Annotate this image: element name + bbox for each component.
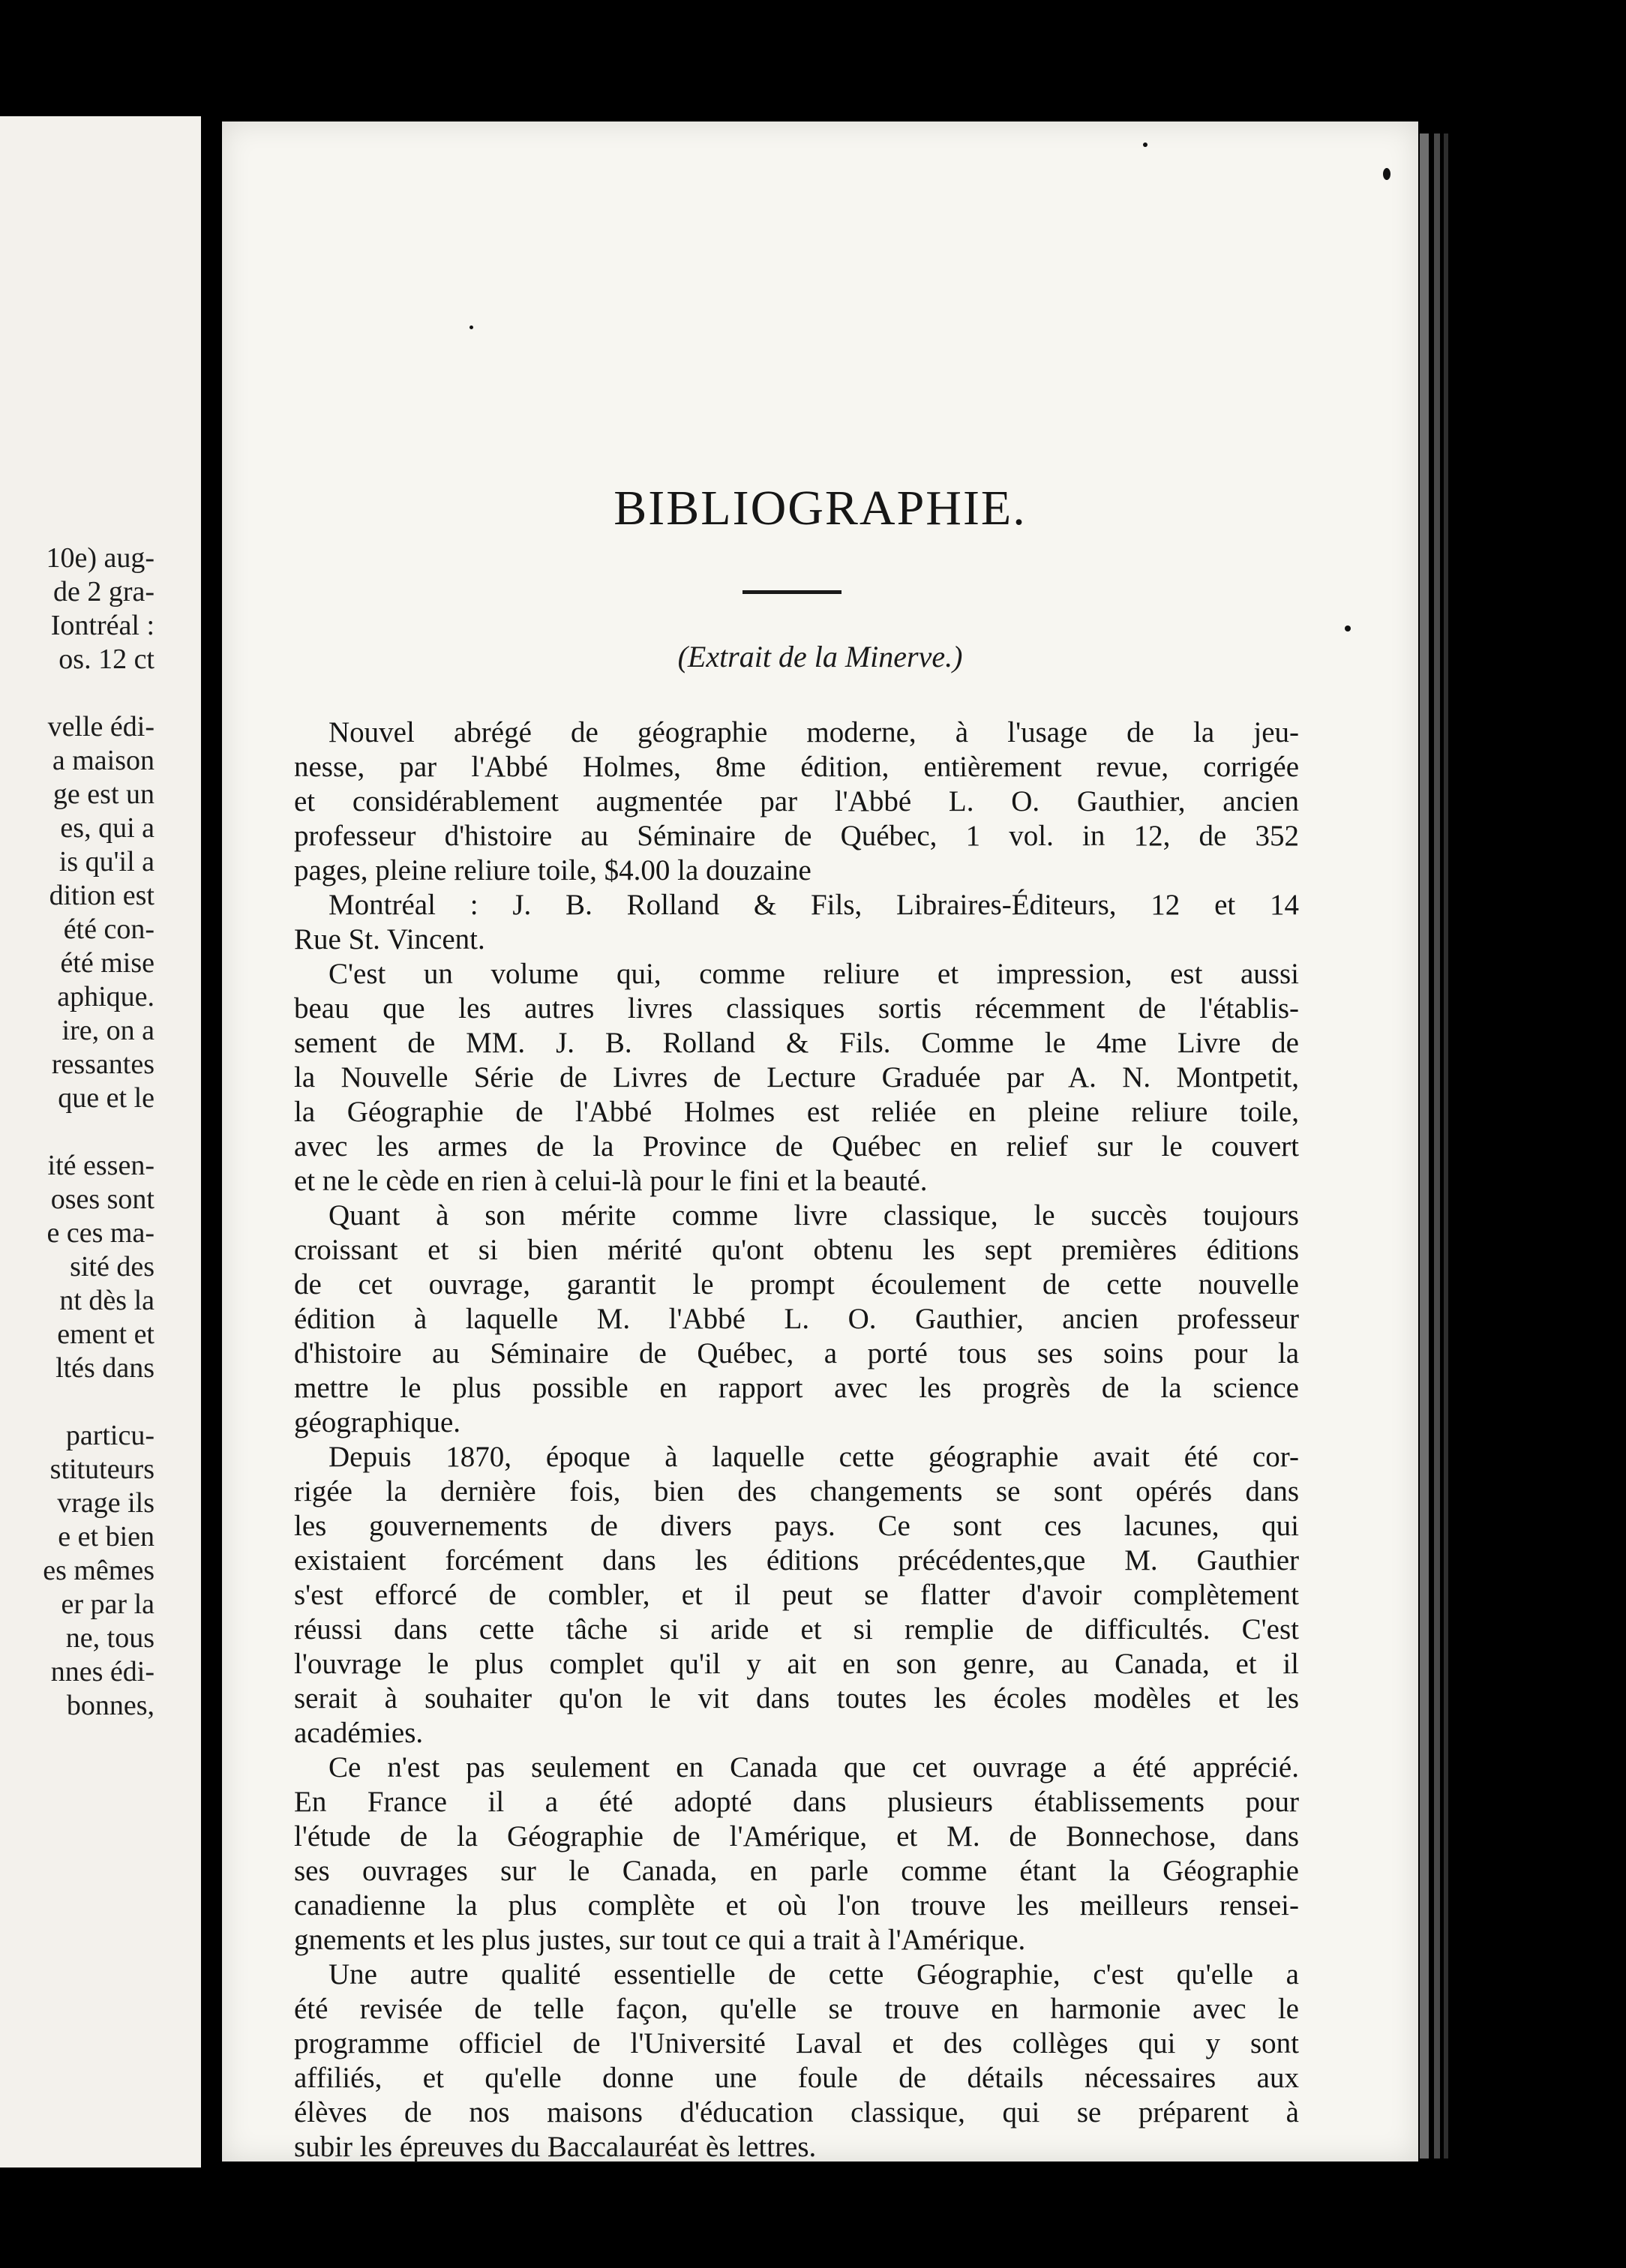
left-text-line: 10e) aug- (46, 542, 154, 574)
text-line: C'est un volume qui, comme reliure et impression, est aussi (328, 958, 1299, 990)
text-line: d'histoire au Séminaire de Québec, a porté tous ses soins pour la (294, 1337, 1299, 1370)
ink-speck (1143, 142, 1148, 147)
ink-speck (1345, 626, 1351, 632)
left-text-line: de 2 gra- (52, 576, 154, 608)
text-line: Rue St. Vincent. (294, 923, 485, 956)
text-line: gnements et les plus justes, sur tout ce qui a trait à l'Amérique. (294, 1924, 1026, 1956)
left-text-line: is qu'il a (58, 846, 154, 878)
text-line: Quant à son mérite comme livre classique, le succès toujours (328, 1199, 1299, 1232)
left-text-line: os. 12 ct (58, 644, 154, 675)
page-title: BIBLIOGRAPHIE. (614, 481, 1027, 536)
left-text-line: particu- (65, 1420, 154, 1451)
text-line: Ce n'est pas seulement en Canada que cet ouvrage a été apprécié. (328, 1751, 1299, 1784)
text-line: été revisée de telle façon, qu'elle se trouve en harmonie avec le (294, 1993, 1299, 2025)
left-text-line: sité des (70, 1251, 154, 1282)
text-line: la Géographie de l'Abbé Holmes est reliée en pleine reliure toile, (294, 1096, 1299, 1128)
text-line: Depuis 1870, époque à laquelle cette géographie avait été cor- (328, 1441, 1299, 1473)
left-text-line: été con- (63, 914, 154, 945)
text-line: la Nouvelle Série de Livres de Lecture Graduée par A. N. Montpetit, (294, 1061, 1299, 1094)
text-line: sement de MM. J. B. Rolland & Fils. Comme le 4me Livre de (294, 1027, 1299, 1059)
left-text-line: ire, on a (62, 1015, 154, 1046)
left-page-fragment (0, 116, 201, 2168)
text-line: affiliés, et qu'elle donne une foule de détails nécessaires aux (294, 2062, 1299, 2094)
text-line: subir les épreuves du Baccalauréat ès lettres. (294, 2131, 817, 2163)
text-line: avec les armes de la Province de Québec en relief sur le couvert (294, 1130, 1299, 1162)
left-text-line: aphique. (57, 981, 154, 1012)
left-text-line: stituteurs (50, 1454, 154, 1485)
text-line: ses ouvrages sur le Canada, en parle comme étant la Géographie (294, 1855, 1299, 1887)
left-text-line: a maison (52, 745, 154, 776)
left-text-line: vrage ils (57, 1487, 154, 1519)
page-edge (1434, 134, 1440, 2158)
left-text-line: e et bien (58, 1521, 154, 1552)
page-edge (1420, 134, 1429, 2158)
left-text-line: été mise (60, 947, 154, 979)
text-line: réussi dans cette tâche si aride et si remplie de difficultés. C'est (294, 1613, 1299, 1646)
left-text-line: nnes édi- (50, 1656, 154, 1688)
left-text-line: ement et (57, 1318, 154, 1350)
left-text-line: ge est un (52, 778, 154, 810)
left-text-line: Iontréal : (50, 610, 154, 641)
text-line: géographique. (294, 1406, 461, 1438)
left-text-line: e ces ma- (46, 1217, 154, 1249)
left-text-line: es mêmes (43, 1555, 154, 1586)
ink-speck (470, 326, 473, 329)
left-text-line: er par la (61, 1588, 154, 1620)
ink-speck (1383, 168, 1390, 180)
left-text-line: dition est (49, 880, 154, 911)
article-body (294, 716, 1299, 2164)
left-page-text (0, 542, 154, 1723)
text-line: Une autre qualité essentielle de cette Géographie, c'est qu'elle a (328, 1958, 1299, 1990)
text-line: de cet ouvrage, garantit le prompt écoulement de cette nouvelle (294, 1268, 1299, 1300)
text-line: En France il a été adopté dans plusieurs établissements pour (294, 1786, 1299, 1818)
text-line: programme officiel de l'Université Laval et des collèges qui y sont (294, 2027, 1299, 2060)
text-line: s'est efforcé de combler, et il peut se flatter d'avoir complètement (294, 1579, 1299, 1611)
text-line: l'ouvrage le plus complet qu'il y ait en son genre, au Canada, et il (294, 1648, 1299, 1680)
source-note: (Extrait de la Minerve.) (677, 640, 963, 674)
text-line: académies. (294, 1717, 424, 1749)
left-text-line: bonnes, (66, 1690, 154, 1721)
page-edge (1444, 134, 1448, 2158)
text-line: élèves de nos maisons d'éducation classique, qui se préparent à (294, 2096, 1299, 2128)
left-text-line: ltés dans (56, 1352, 154, 1384)
text-line: rigée la dernière fois, bien des changements se sont opérés dans (294, 1475, 1299, 1508)
text-line: croissant et si bien mérité qu'ont obtenu les sept premières éditions (294, 1234, 1299, 1266)
text-line: édition à laquelle M. l'Abbé L. O. Gauthier, ancien professeur (294, 1303, 1299, 1335)
text-line: nesse, par l'Abbé Holmes, 8me édition, entièrement revue, corrigée (294, 751, 1299, 783)
text-line: mettre le plus possible en rapport avec les progrès de la science (294, 1372, 1299, 1404)
text-line: Nouvel abrégé de géographie moderne, à l'usage de la jeu- (328, 716, 1299, 748)
left-text-line: ité essen- (47, 1150, 154, 1181)
text-line: existaient forcément dans les éditions précédentes,que M. Gauthier (294, 1544, 1299, 1576)
left-text-line: nt dès la (59, 1285, 154, 1316)
title-rule (742, 590, 842, 594)
right-page (222, 122, 1418, 2162)
text-line: et considérablement augmentée par l'Abbé L. O. Gauthier, ancien (294, 785, 1299, 818)
text-line: les gouvernements de divers pays. Ce sont ces lacunes, qui (294, 1510, 1299, 1542)
text-line: l'étude de la Géographie de l'Amérique, et M. de Bonnechose, dans (294, 1820, 1299, 1852)
left-text-line: velle édi- (47, 711, 154, 742)
text-line: canadienne la plus complète et où l'on trouve les meilleurs rensei- (294, 1889, 1299, 1922)
text-line: serait à souhaiter qu'on le vit dans toutes les écoles modèles et les (294, 1682, 1299, 1714)
text-line: pages, pleine reliure toile, $4.00 la douzaine (294, 854, 812, 886)
text-line: beau que les autres livres classiques sortis récemment de l'établis- (294, 992, 1299, 1024)
left-text-line: es, qui a (60, 812, 154, 844)
left-text-line: ne, tous (65, 1622, 154, 1654)
text-line: et ne le cède en rien à celui-là pour le fini et la beauté. (294, 1165, 928, 1197)
left-text-line: ressantes (51, 1048, 154, 1080)
left-text-line: que et le (58, 1082, 154, 1114)
text-line: Montréal : J. B. Rolland & Fils, Libraires-Éditeurs, 12 et 14 (328, 889, 1299, 921)
text-line: professeur d'histoire au Séminaire de Québec, 1 vol. in 12, de 352 (294, 820, 1299, 852)
left-text-line: oses sont (50, 1184, 154, 1215)
